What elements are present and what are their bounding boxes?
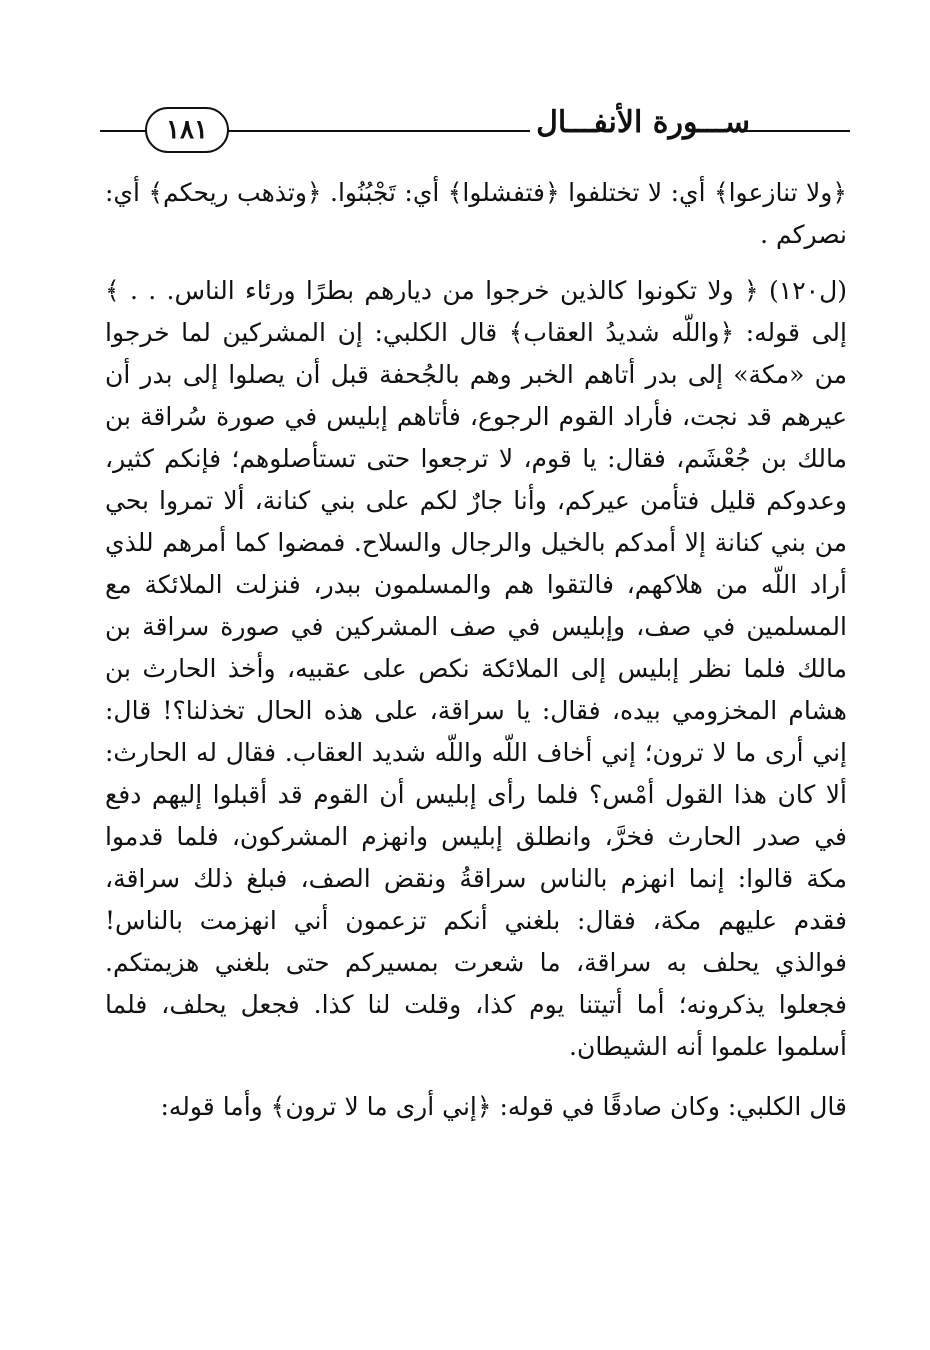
surah-title: ســـورة الأنفـــال (536, 105, 750, 140)
header-rule (220, 130, 530, 132)
page-number: ١٨١ (145, 107, 229, 153)
paragraph: ﴿ولا تنازعوا﴾ أي: لا تختلفوا ﴿فتفشلوا﴾ أي: تَجْبُنُوا. ﴿وتذهب ريحكم﴾ أي: نصركم . (105, 178, 847, 249)
paragraph: (ل١٢٠) ﴿ ولا تكونوا كالذين خرجوا من ديارهم بطرًا ورئاء الناس. . . ﴾ إلى قوله: ﴿واللّه شديدُ العقاب﴾ قال الكلبي: إن المشركين لما خرجوا من «مكة» إلى بدر أتاهم الخبر وهم بالجُحفة قبل أن يصلوا إلى بدر أن عيرهم قد نجت، فأراد القوم الرجوع، فأتاهم إبليس في صورة سُراقة بن مالك بن جُعْشَم، فقال: يا قوم، لا ترجعوا حتى تستأصلوهم؛ فإنكم كثير، وعدوكم قليل فتأمن عيركم، وأنا جارٌ لكم على بني كنانة، ألا تمروا بحي من بني كنانة إلا أمدكم بالخيل والرجال والسلاح. فمضوا كما أمرهم للذي أراد اللّه من هلاكهم، فالتقوا هم والمسلمون ببدر، فنزلت الملائكة مع المسلمين في صف، وإبليس في صف المشركين في صورة سراقة بن مالك فلما نظر إبليس إلى الملائكة نكص على عقبيه، وأخذ الحارث بن هشام المخزومي بيده، فقال: يا سراقة، على هذه الحال تخذلنا؟! قال: إني أرى ما لا ترون؛ إني أخاف اللّه واللّه شديد العقاب. فقال له الحارث: ألا كان هذا القول أمْس؟ فلما رأى إبليس أن القوم قد أقبلوا إليهم دفع في صدر الحارث فخرَّ، وانطلق إبليس وانهزم المشركون، فلما قدموا مكة قالوا: إنما انهزم بالناس سراقةُ ونقض الصف، فبلغ ذلك سراقة، فقدم عليهم مكة، فقال: بلغني أنكم تزعمون أني انهزمت بالناس! فوالذي يحلف به سراقة، ما شعرت بمسيركم حتى بلغني هزيمتكم. فجعلوا يذكرونه؛ أما أتيتنا يوم كذا، وقلت لنا كذا. فجعل يحلف، فلما أسلموا علموا أنه الشيطان. (105, 276, 847, 1061)
header-rule (100, 130, 145, 132)
paragraph: قال الكلبي: وكان صادقًا في قوله: ﴿إني أرى ما لا ترون﴾ وأما قوله: (160, 1092, 847, 1121)
header-rule (740, 130, 850, 132)
page-header (100, 95, 850, 165)
body-text (105, 172, 847, 1128)
